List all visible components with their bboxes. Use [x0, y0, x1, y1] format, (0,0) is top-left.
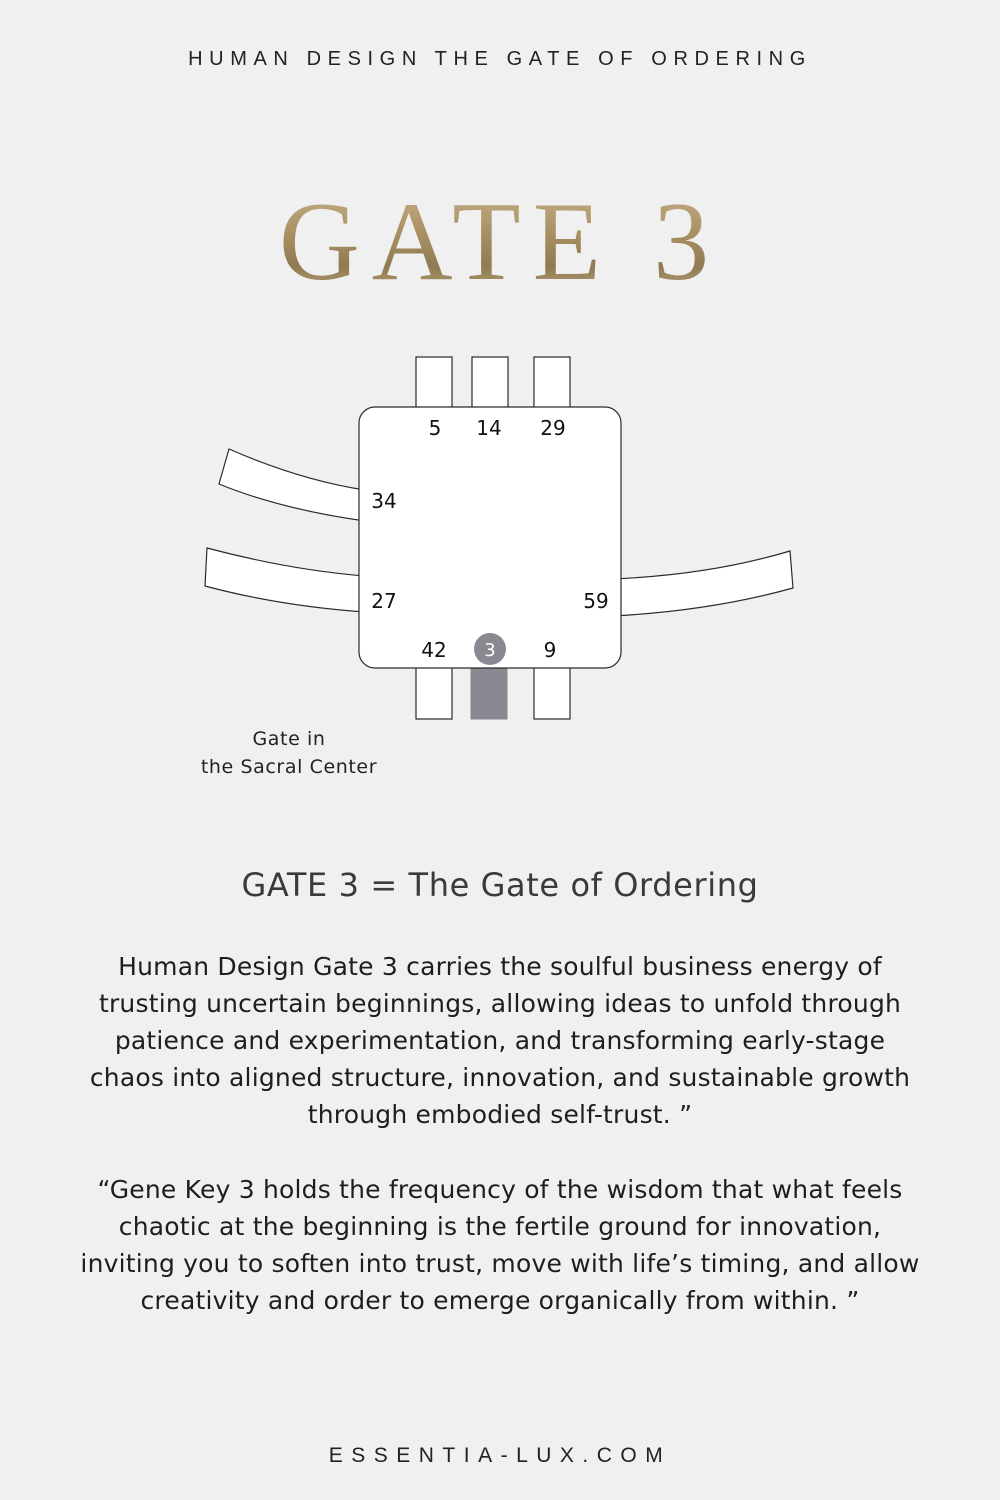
gate-heading: [0, 180, 1000, 304]
channel-top-29: [534, 357, 570, 415]
description-paragraph-1: Human Design Gate 3 carries the soulful business energy of trusting uncertain beginnings, allowing ideas to unfold through patience and experimentation, and transforming early-stage chaos into aligned structure, innovation, and sustainable growth through embodied self-trust. ”: [89, 952, 911, 1129]
gate-number-14: 14: [476, 416, 502, 440]
gate-number-3: 3: [484, 640, 496, 661]
channel-lower-left: [205, 548, 365, 612]
gate-number-34: 34: [371, 489, 397, 513]
gate-number-9: 9: [543, 638, 557, 662]
gate-number-27: 27: [371, 589, 397, 613]
channel-bottom-42: [416, 660, 452, 719]
footer-site-link[interactable]: ESSENTIA-LUX.COM: [328, 1444, 672, 1467]
channel-bottom-9: [534, 660, 570, 719]
diagram-caption-line1: Gate in: [252, 728, 326, 750]
gate-number-29: 29: [540, 416, 566, 440]
diagram-caption-line2: the Sacral Center: [200, 756, 378, 778]
gate-heading-text: GATE 3: [278, 180, 722, 304]
gate-number-59: 59: [583, 589, 609, 613]
description-paragraph-2: “Gene Key 3 holds the frequency of the wisdom that what feels chaotic at the beginning is the fertile ground for innovation, inviting you to soften into trust, move with life’s timing, and allow creativity and order to emerge organically from within. ”: [80, 1175, 920, 1315]
channel-upper-left: [219, 449, 365, 521]
channel-top-5: [416, 357, 452, 415]
sacral-center-box: [359, 407, 621, 668]
header-title: HUMAN DESIGN THE GATE OF ORDERING: [188, 48, 812, 70]
channel-top-14: [472, 357, 508, 415]
gate-number-5: 5: [428, 416, 442, 440]
channel-right: [612, 551, 793, 616]
sacral-center-diagram: [0, 340, 1000, 800]
gate-number-42: 42: [421, 638, 447, 662]
channel-bottom-3: [471, 660, 507, 719]
section-title: GATE 3 = The Gate of Ordering: [241, 866, 759, 904]
